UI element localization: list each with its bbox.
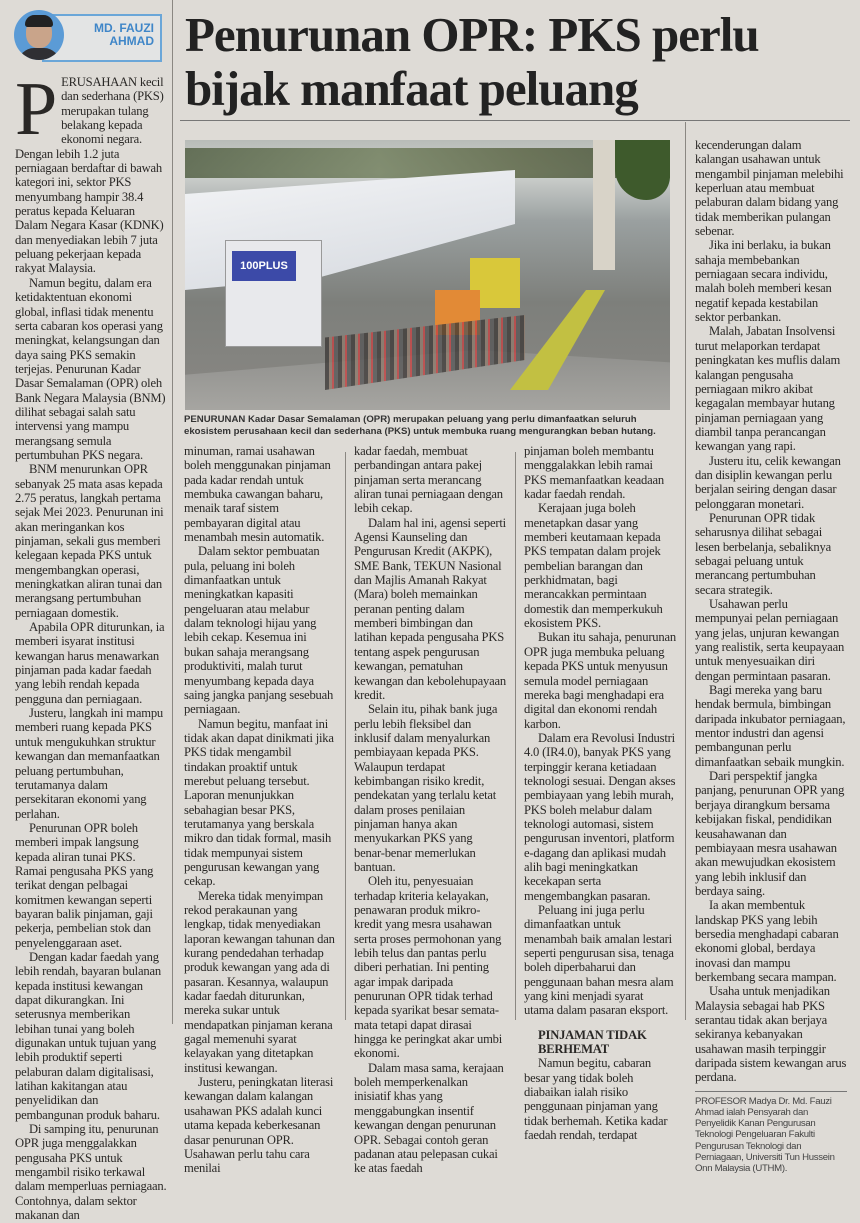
paragraph: Di samping itu, penurunan OPR juga menggalakkan pengusaha PKS untuk mengambil risiko terkawal dalam memperluas perniagaan. Contohnya, dalam sektor makanan dan [15,1122,167,1223]
paragraph: Kerajaan juga boleh menetapkan dasar yang memberi keutamaan kepada PKS tempatan dalam projek pembelian barangan dan perkhidmatan, bagi merancakkan permintaan domestik dan memperkukuh ekosistem PKS. [524,501,663,631]
paragraph: Dalam era Revolusi Industri 4.0 (IR4.0), banyak PKS yang terpinggir kerana ketiadaan teknologi sesuai. Dengan akses pembiayaan yang lebih murah, PKS boleh melabur dalam teknologi automasi, sistem pengurusan inventori, platform e-dagang dan aplikasi mudah alih bagi meningkatkan kecekapan serta mengembangkan pasaran. [524,730,676,903]
paragraph: Dari perspektif jangka panjang, penurunan OPR yang berjaya dirangkum bersama kebijakan fiskal, pendidikan keusahawanan dan pembiayaan mesra usahawan akan mewujudkan ekosistem yang lebih inklusif dan berdaya saing. [695,769,845,898]
paragraph: minuman, ramai usahawan boleh menggunakan pinjaman pada kadar rendah untuk membuka cawangan baharu, menaik taraf sistem pembayaran digital atau menambah mesin automatik. [184,444,331,545]
headline-rule [180,120,850,121]
author-photo [14,10,64,60]
paragraph: Apabila OPR diturunkan, ia memberi isyarat institusi kewangan harus menawarkan pinjaman pada kadar faedah yang lebih rendah kepada pengguna dan perniagaan. [15,620,165,706]
article-column-4 [524,444,676,1176]
paragraph: BNM menurunkan OPR sebanyak 25 mata asas kepada 2.75 peratus, langkah pertama sejak Mei 2023. Penurunan ini akan meringankan kos pinjaman, sekali gus memberi kelegaan kepada PKS untuk mengembangkan operasi, meningkatkan aliran tunai dan merangsang pertumbuhan perniagaan domestik. [15,462,164,620]
column-rule [685,122,686,1020]
column-rule [172,0,173,1024]
bio-divider [695,1091,847,1092]
right-column [695,138,847,1174]
author-byline [14,10,160,64]
paragraph: Oleh itu, penyesuaian terhadap kriteria kelayakan, penawaran produk mikro-kredit yang mesra usahawan serta proses permohonan yang lebih telus dan pantas perlu diberi perhatian. Ini penting agar impak daripada penurunan OPR tidak terhad kepada syarikat besar semata-mata tetapi dapat dirasai hingga ke peringkat akar umbi ekonomi. [354,874,503,1061]
article-column-2 [184,444,336,1176]
article-column-3 [354,444,506,1176]
truck [225,240,322,347]
author-name-line2: AHMAD [109,34,154,48]
drop-cap: P [15,67,58,151]
paragraph: Namun begitu, cabaran besar yang tidak boleh diabaikan ialah risiko penggunaan pinjaman yang tidak berhemah. Ketika kadar faedah rendah, terdapat [524,1056,668,1143]
paragraph: Penurunan OPR boleh memberi impak langsung kepada aliran tunai PKS. Ramai pengusaha PKS yang terikat dengan pelbagai komitmen kewangan seperti bayaran balik pinjaman, gaji pekerja, pembelian stok dan penyelenggaraan aset. [15,820,154,950]
paragraph: Usaha untuk menjadikan Malaysia sebagai hab PKS serantau tidak akan berjaya sekiranya kebanyakan usahawan masih terpinggir daripada sistem kewangan arus perdana. [695,984,847,1085]
paragraph: Justeru itu, celik kewangan dan disiplin kewangan perlu berjalan seiring dengan dasar pelonggaran monetari. [695,453,841,511]
paragraph: Peluang ini juga perlu dimanfaatkan untuk menambah baik amalan lestari seperti pengurusan sisa, tenaga boleh diperbaharui dan penggunaan bahan mesra alam yang kini menjadi syarat utama dalam pasaran eksport. [524,903,674,1018]
paragraph: Bagi mereka yang baru hendak bermula, bimbingan daripada inkubator perniagaan, mentor industri dan agensi pembangunan perlu dimanfaatkan sebaik mungkin. [695,683,846,769]
lower-section [184,414,676,1176]
author-name-line1: MD. FAUZI [94,21,154,35]
photo-caption: PENURUNAN Kadar Dasar Semalaman (OPR) merupakan peluang yang perlu dimanfaatkan seluruh ekosistem perusahaan kecil dan sederhana (PKS) untuk membuka ruang mengurangkan beban hutang. [184,414,656,437]
paragraph: Malah, Jabatan Insolvensi turut melaporkan terdapat peningkatan kes muflis dalam kalangan pengusaha perniagaan mikro akibat kegagalan membayar hutang pinjaman perniagaan yang diambil tanpa perancangan kewangan yang rapi. [695,324,841,454]
paragraph: Ia akan membentuk landskap PKS yang lebih bersedia menghadapi cabaran ekonomi global, berdaya inovasi dan mampu berkembang secara mampan. [695,898,839,984]
paragraph: kadar faedah, membuat perbandingan antara pakej pinjaman serta merancang aliran tunai perniagaan dengan lebih cekap. [354,444,503,516]
paragraph: Dengan kadar faedah yang lebih rendah, bayaran bulanan kepada institusi kewangan dapat dikurangkan. Ini seterusnya memberikan lebihan tunai yang boleh digunakan untuk tujuan yang lebih produktif seperti pelaburan dalam digitalisasi, latihan kakitangan atau penyelidikan dan pembangunan produk baharu. [15,949,161,1122]
paragraph: Justeru, langkah ini mampu memberi ruang kepada PKS untuk mengukuhkan struktur kewangan dan memanfaatkan peluang pertumbuhan, terutamanya dalam persekitaran ekonomi yang perlahan. [15,706,164,821]
paragraph: Bukan itu sahaja, penurunan OPR juga membuka peluang kepada PKS untuk menyusun semula model perniagaan mereka bagi menghadapi era digital dan ekonomi rendah karbon. [524,630,676,731]
paragraph: Penurunan OPR tidak seharusnya dilihat sebagai lesen berbelanja, sebaliknya sebagai peluang untuk merancang pertumbuhan secara strategik. [695,510,832,597]
paragraph: pinjaman boleh membantu menggalakkan lebih ramai PKS memanfaatkan keadaan kadar faedah rendah. [524,444,664,502]
subheading: PINJAMAN TIDAK BERHEMAT [538,1027,647,1057]
paragraph: Dalam sektor pembuatan pula, peluang ini boleh dimanfaatkan untuk meningkatkan kapasiti pengeluaran atau melabur dalam teknologi hijau yang lebih cekap. Kesemua ini bukan sahaja merangsang produktiviti, malah turut menyumbang kepada daya saing jangka panjang sesebuah perniagaan. [184,544,334,717]
paragraph: Jika ini berlaku, ia bukan sahaja membebankan perniagaan secara individu, malah boleh memberi kesan negatif kepada kestabilan sektor perbankan. [695,238,832,325]
paragraph: Mereka tidak menyimpan rekod perakaunan yang lengkap, tidak menyediakan laporan kewangan tahunan dan kurang pendedahan terhadap produk kewangan yang ada di pasaran. Kesannya, walaupun kadar faedah diturunkan, mereka sukar untuk mendapatkan pinjaman kerana gagal memenuhi syarat kelayakan yang ditetapkan institusi kewangan. [184,888,335,1075]
author-bio: PROFESOR Madya Dr. Md. Fauzi Ahmad ialah Pensyarah dan Penyelidik Kanan Pengurusan Teknologi Pengeluaran Fakulti Pengurusan Teknologi dan Perniagaan, Universiti Tun Hussein Onn Malaysia (UTHM). [695,1095,835,1174]
paragraph: kecenderungan dalam kalangan usahawan untuk mengambil pinjaman melebihi keperluan atau membuat pelaburan dalam bidang yang tidak memberikan pulangan sebenar. [695,138,844,239]
article-column-5 [695,138,847,1085]
paragraph: Selain itu, pihak bank juga perlu lebih fleksibel dan inklusif dalam menyalurkan pembiayaan kepada PKS. Walaupun terdapat kebimbangan risiko kredit, pendekatan yang terlalu ketat dalam proses penilaian pinjaman hanya akan menyukarkan PKS yang benar-benar memerlukan bantuan. [354,702,498,874]
truck-signage: 100PLUS [232,251,296,281]
article-photo [185,140,670,410]
paragraph: Namun begitu, manfaat ini tidak akan dapat dinikmati jika PKS tidak mengambil tindakan proaktif untuk merebut peluang tersebut. Laporan menunjukkan sebahagian besar PKS, terutamanya yang berskala mikro dan tidak formal, masih tidak mempunyai sistem pengurusan kewangan yang cekap. [184,716,334,889]
paragraph: Usahawan perlu mempunyai pelan perniagaan yang jelas, unjuran kewangan yang realistik, serta keupayaan untuk menyesuaikan diri dengan permintaan pasaran. [695,597,845,683]
paragraph: Dalam hal ini, agensi seperti Agensi Kaunseling dan Pengurusan Kredit (AKPK), SME Bank, TEKUN Nasional dan Majlis Amanah Rakyat (Mara) boleh memainkan peranan penting dalam memberi bimbingan dan latihan kepada pengusaha PKS tentang aspek pengurusan kewangan, pematuhan kewangan dan kebolehupayaan kredit. [354,515,506,702]
paragraph: Dalam masa sama, kerajaan boleh memperkenalkan inisiatif khas yang menggabungkan insentif kewangan dengan penurunan OPR. Sebagai contoh geran padanan atau pelepasan cukai ke atas faedah [354,1060,504,1176]
article-column-1 [15,67,167,1223]
paragraph: Justeru, peningkatan literasi kewangan dalam kalangan usahawan PKS adalah kunci utama kepada keberkesanan dasar penurunan OPR. Usahawan perlu tahu cara menilai [184,1075,334,1176]
paragraph: PERUSAHAAN kecil dan sederhana (PKS) merupakan tulang belakang kepada ekonomi negara. Dengan lebih 1.2 juta perniagaan berdaftar di bawah kategori ini, sektor PKS menyumbang hampir 38.4 peratus kepada Keluaran Dalam Negara Kasar (KDNK) dan menyediakan lebih 7 juta peluang pekerjaan kepada rakyat Malaysia. [15,67,164,276]
author-name [94,22,154,48]
paragraph: Namun begitu, dalam era ketidaktentuan ekonomi global, inflasi tidak menentu serta cabaran kos operasi yang meningkat, kelangsungan dan daya saing PKS semakin terjejas. Penurunan Kadar Dasar Semalaman (OPR) oleh Bank Negara Malaysia (BNM) dilihat sebagai salah satu intervensi yang mampu merangsang semula pertumbuhan PKS negara. [15,275,166,462]
headline: Penurunan OPR: PKS perlu bijak manfaat peluang [185,7,759,116]
